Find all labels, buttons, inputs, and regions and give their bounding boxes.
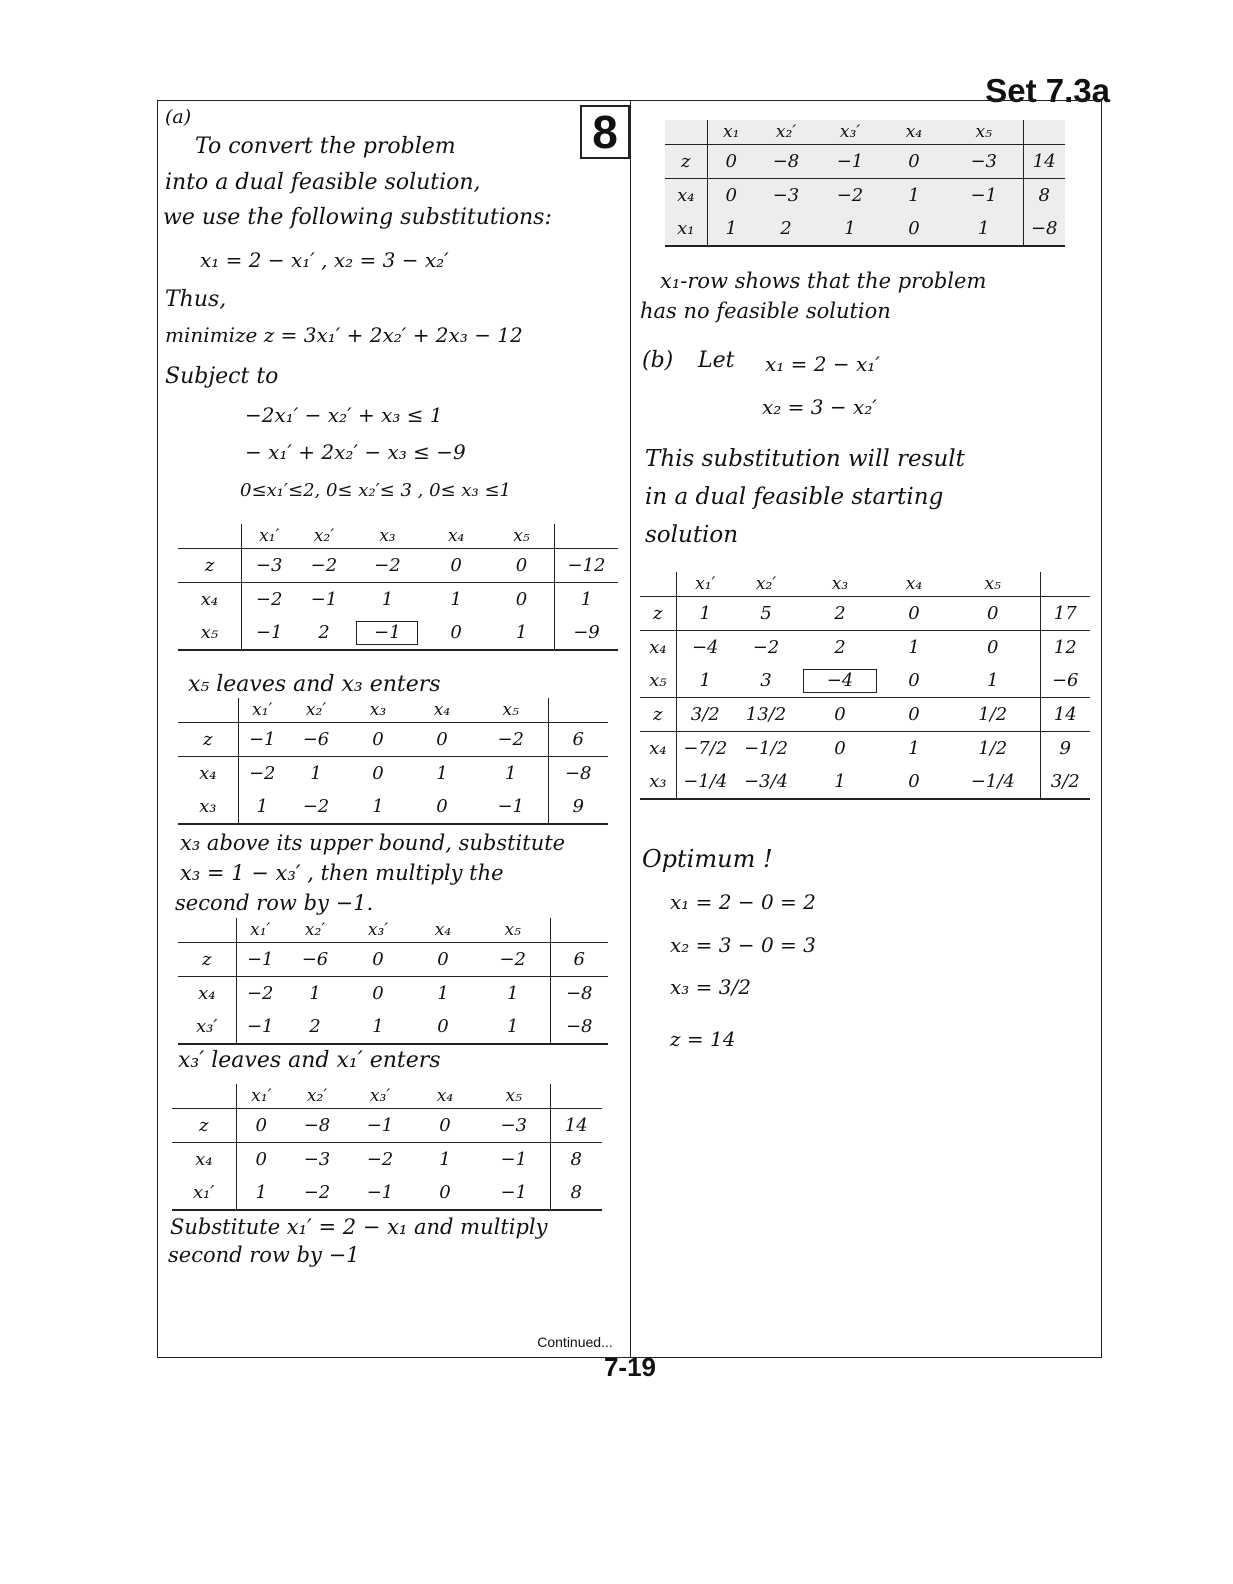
cell: 1 <box>676 597 734 631</box>
header-cell: x₁′ <box>236 918 284 943</box>
rhs-cell: 9 <box>548 790 608 824</box>
basic-var: x₃′ <box>178 1010 236 1044</box>
cell: −1 <box>348 1176 412 1210</box>
explanation-line-1: This substitution will result <box>645 446 965 472</box>
intro-line-1: To convert the problem <box>195 134 456 159</box>
cell: 0 <box>987 637 999 658</box>
cell: 1 <box>238 790 286 824</box>
no-feasible-line-2: has no feasible solution <box>640 299 891 323</box>
rhs-cell: −6 <box>1040 664 1090 698</box>
cell: 0 <box>515 589 528 610</box>
header-cell: x₁′ <box>236 1084 286 1109</box>
note-upper-bound-2: x₃ = 1 − x₃′ , then multiply the <box>180 861 504 885</box>
header-cell: x₅ <box>478 1084 550 1109</box>
basic-var: x₁′ <box>172 1176 236 1210</box>
cell: −1 <box>310 589 338 610</box>
cell: 1/2 <box>978 738 1008 759</box>
note-upper-bound-1: x₃ above its upper bound, substitute <box>180 831 566 855</box>
corner-cell <box>665 120 707 145</box>
cell: 1 <box>798 765 882 799</box>
basic-var: z <box>640 597 676 631</box>
corner-cell <box>640 572 676 597</box>
header-cell: x₁′ <box>238 698 286 723</box>
column-divider <box>630 100 631 1358</box>
cell: −3 <box>772 185 800 206</box>
rhs-cell: 6 <box>548 723 608 757</box>
header-cell: x₄ <box>412 1084 478 1109</box>
rhs-cell: 3/2 <box>1040 765 1090 799</box>
constraint-1: −2x₁′ − x₂′ + x₃ ≤ 1 <box>245 403 443 427</box>
part-b-label: (b) <box>642 348 674 373</box>
header-cell: x₂′ <box>286 1084 348 1109</box>
cell: −1/2 <box>743 738 789 759</box>
cell: 0 <box>883 145 945 179</box>
cell: 1 <box>310 763 322 784</box>
cell: 0 <box>908 670 920 691</box>
basic-var: z <box>172 1109 236 1143</box>
cell: −2 <box>752 637 780 658</box>
no-feasible-line-1: x₁-row shows that the problem <box>660 269 987 293</box>
tableau-c <box>178 918 608 1045</box>
rhs-cell: −8 <box>548 757 608 791</box>
cell: 1 <box>908 637 920 658</box>
basic-var: x₄ <box>178 977 236 1011</box>
rhs-cell: 8 <box>550 1143 602 1177</box>
problem-number-badge: 8 <box>580 105 630 159</box>
optimum-label: Optimum ! <box>642 845 773 873</box>
header-cell: x₃ <box>351 524 423 549</box>
explanation-line-2: in a dual feasible starting <box>645 484 944 510</box>
cell: 1 <box>450 589 462 610</box>
basic-var: z <box>178 943 236 977</box>
header-cell: x₂′ <box>286 698 346 723</box>
header-cell: x₃ <box>798 572 882 597</box>
cell: −2 <box>474 723 548 757</box>
intro-line-3: we use the following substitutions: <box>163 205 552 230</box>
cell: 0 <box>346 723 410 757</box>
cell: 1 <box>505 763 517 784</box>
cell: 0 <box>423 549 489 583</box>
corner-cell <box>178 918 236 943</box>
cell: −2 <box>248 763 276 784</box>
rhs-cell: 14 <box>550 1109 602 1143</box>
variable-bounds: 0≤x₁′≤2, 0≤ x₂′≤ 3 , 0≤ x₃ ≤1 <box>240 480 511 501</box>
header-cell: x₄ <box>410 918 476 943</box>
cell: −2 <box>351 549 423 583</box>
rhs-cell: 1 <box>555 583 619 617</box>
header-cell: x₂′ <box>755 120 817 145</box>
note-substitute-2: second row by −1 <box>168 1243 360 1267</box>
cell: −2 <box>476 943 550 977</box>
cell: 1 <box>346 790 410 824</box>
cell: −4 <box>691 637 719 658</box>
tableau-d <box>172 1084 602 1211</box>
cell: 0 <box>946 597 1040 631</box>
basic-var: x₁ <box>665 212 707 246</box>
part-a-label: (a) <box>165 106 192 128</box>
cell: 0 <box>725 185 737 206</box>
rhs-cell: 14 <box>1040 698 1090 732</box>
cell: 0 <box>412 1176 478 1210</box>
cell: 0 <box>372 763 384 784</box>
header-cell: x₅ <box>489 524 555 549</box>
cell: −3/4 <box>734 765 798 799</box>
cell: −1/4 <box>676 765 734 799</box>
cell: 0 <box>410 723 474 757</box>
cell: 2 <box>755 212 817 246</box>
cell: −1 <box>478 1176 550 1210</box>
corner-cell <box>178 698 238 723</box>
cell: 1 <box>945 212 1023 246</box>
cell: 1 <box>476 1010 550 1044</box>
cell: 0 <box>882 698 946 732</box>
cell: 0 <box>236 1109 286 1143</box>
cell: −3 <box>241 549 296 583</box>
cell: −1 <box>474 790 548 824</box>
cell: 0 <box>489 549 555 583</box>
tableau-a <box>178 524 618 651</box>
header-cell: x₁′ <box>241 524 296 549</box>
result-x1: x₁ = 2 − 0 = 2 <box>670 890 816 914</box>
cell: 1/2 <box>946 698 1040 732</box>
thus-label: Thus, <box>165 287 227 312</box>
note-x5-leaves: x₅ leaves and x₃ enters <box>188 672 441 697</box>
rhs-cell: 12 <box>1040 631 1090 665</box>
cell: 0 <box>883 212 945 246</box>
tableau-b <box>178 698 608 825</box>
cell: −1 <box>236 943 284 977</box>
basic-var: z <box>640 698 676 732</box>
cell: −2 <box>296 549 351 583</box>
header-cell: x₄ <box>883 120 945 145</box>
cell: 1 <box>489 616 555 650</box>
cell: −3 <box>945 145 1023 179</box>
result-x3: x₃ = 3/2 <box>670 975 751 999</box>
intro-line-2: into a dual feasible solution, <box>165 170 481 195</box>
rhs-cell: −9 <box>555 616 619 650</box>
header-cell: x₂′ <box>734 572 798 597</box>
cell: 0 <box>410 1010 476 1044</box>
cell: 2 <box>284 1010 346 1044</box>
header-cell: x₁ <box>707 120 755 145</box>
cell: −2 <box>836 185 864 206</box>
pivot-cell: −4 <box>798 664 882 698</box>
note-upper-bound-3: second row by −1. <box>175 891 374 915</box>
header-cell: x₃′ <box>348 1084 412 1109</box>
cell: −2 <box>286 1176 348 1210</box>
result-z: z = 14 <box>670 1027 736 1051</box>
cell: 1 <box>236 1176 286 1210</box>
header-cell: x₅ <box>474 698 548 723</box>
note-x3prime-leaves: x₃′ leaves and x₁′ enters <box>178 1048 441 1073</box>
rhs-cell: 14 <box>1023 145 1065 179</box>
let-substitution-1: x₁ = 2 − x₁′ <box>765 352 880 376</box>
cell: 0 <box>410 790 474 824</box>
cell: 0 <box>372 983 384 1004</box>
rhs-cell: 6 <box>550 943 608 977</box>
cell: −7/2 <box>683 738 728 759</box>
pivot-cell: −1 <box>351 616 423 650</box>
cell: −1 <box>970 185 998 206</box>
rhs-cell: 8 <box>1023 179 1065 213</box>
let-word: Let <box>698 348 735 373</box>
cell: 1 <box>381 589 394 610</box>
tableau-f <box>640 572 1090 800</box>
cell: 0 <box>423 616 489 650</box>
cell: 1 <box>507 983 519 1004</box>
rhs-header <box>550 918 608 943</box>
cell: 0 <box>412 1109 478 1143</box>
subject-to-label: Subject to <box>165 364 279 389</box>
constraint-2: − x₁′ + 2x₂′ − x₃ ≤ −9 <box>245 440 466 464</box>
basic-var: x₄ <box>178 757 238 791</box>
page-number: 7-19 <box>603 1352 657 1382</box>
rhs-cell: −8 <box>550 1010 608 1044</box>
cell: −2 <box>286 790 346 824</box>
cell: 2 <box>798 597 882 631</box>
cell: 1 <box>987 670 999 691</box>
cell: −8 <box>755 145 817 179</box>
cell: −6 <box>284 943 346 977</box>
header-cell: x₁′ <box>676 572 734 597</box>
header-cell: x₄ <box>410 698 474 723</box>
cell: 0 <box>707 145 755 179</box>
rhs-cell: 17 <box>1040 597 1090 631</box>
corner-cell <box>172 1084 236 1109</box>
cell: 1 <box>439 1149 451 1170</box>
basic-var: x₄ <box>178 583 241 617</box>
cell: 2 <box>296 616 351 650</box>
header-cell: x₄ <box>882 572 946 597</box>
cell: 1 <box>346 1010 410 1044</box>
cell: 1 <box>908 185 920 206</box>
cell: −2 <box>246 983 274 1004</box>
rhs-cell: 9 <box>1040 732 1090 766</box>
cell: −6 <box>286 723 346 757</box>
header-cell: x₂′ <box>296 524 351 549</box>
header-cell: x₅ <box>946 572 1040 597</box>
cell: 5 <box>734 597 798 631</box>
basic-var: z <box>665 145 707 179</box>
cell: −1 <box>238 723 286 757</box>
rhs-header <box>550 1084 602 1109</box>
explanation-line-3: solution <box>645 522 739 548</box>
header-cell: x₃′ <box>817 120 883 145</box>
cell: −1 <box>348 1109 412 1143</box>
cell: −1 <box>500 1149 528 1170</box>
rhs-cell: −8 <box>550 977 608 1011</box>
cell: 1 <box>707 212 755 246</box>
basic-var: x₅ <box>640 664 676 698</box>
cell: −1 <box>817 145 883 179</box>
cell: 0 <box>882 597 946 631</box>
cell: −8 <box>286 1109 348 1143</box>
basic-var: x₄ <box>172 1143 236 1177</box>
let-substitution-2: x₂ = 3 − x₂′ <box>762 395 877 419</box>
cell: 2 <box>834 637 846 658</box>
basic-var: z <box>178 723 238 757</box>
rhs-cell: −12 <box>555 549 619 583</box>
header-cell: x₃′ <box>346 918 410 943</box>
header-cell: x₃ <box>346 698 410 723</box>
cell: 0 <box>798 698 882 732</box>
cell: −2 <box>366 1149 394 1170</box>
corner-cell <box>178 524 241 549</box>
substitution: x₁ = 2 − x₁′ , x₂ = 3 − x₂′ <box>200 248 449 272</box>
cell: 0 <box>346 943 410 977</box>
basic-var: x₄ <box>665 179 707 213</box>
cell: 0 <box>834 738 846 759</box>
objective-function: minimize z = 3x₁′ + 2x₂′ + 2x₃ − 12 <box>165 323 523 347</box>
cell: 1 <box>699 670 711 691</box>
basic-var: z <box>178 549 241 583</box>
cell: −1 <box>241 616 296 650</box>
result-x2: x₂ = 3 − 0 = 3 <box>670 933 816 957</box>
tableau-e <box>665 120 1065 247</box>
cell: −3 <box>303 1149 331 1170</box>
rhs-header <box>555 524 619 549</box>
basic-var: x₄ <box>640 631 676 665</box>
cell: 1 <box>436 763 448 784</box>
rhs-cell: 8 <box>550 1176 602 1210</box>
set-title: Set 7.3a <box>985 72 1110 109</box>
cell: 1 <box>817 212 883 246</box>
cell: 3/2 <box>676 698 734 732</box>
cell: 3 <box>760 670 772 691</box>
basic-var: x₅ <box>178 616 241 650</box>
cell: 13/2 <box>734 698 798 732</box>
header-cell: x₅ <box>476 918 550 943</box>
cell: 0 <box>410 943 476 977</box>
header-cell: x₅ <box>945 120 1023 145</box>
rhs-header <box>548 698 608 723</box>
cell: −3 <box>478 1109 550 1143</box>
rhs-header <box>1023 120 1065 145</box>
cell: 1 <box>908 738 920 759</box>
basic-var: x₃ <box>640 765 676 799</box>
header-cell: x₂′ <box>284 918 346 943</box>
cell: 0 <box>882 765 946 799</box>
cell: −1 <box>236 1010 284 1044</box>
continued-label: Continued... <box>537 1334 613 1350</box>
cell: −2 <box>255 589 283 610</box>
header-cell: x₄ <box>423 524 489 549</box>
basic-var: x₄ <box>640 732 676 766</box>
rhs-cell: −8 <box>1023 212 1065 246</box>
cell: −1/4 <box>946 765 1040 799</box>
cell: 0 <box>255 1149 267 1170</box>
cell: 1 <box>437 983 449 1004</box>
cell: 1 <box>309 983 321 1004</box>
rhs-header <box>1040 572 1090 597</box>
note-substitute-1: Substitute x₁′ = 2 − x₁ and multiply <box>170 1215 548 1239</box>
basic-var: x₃ <box>178 790 238 824</box>
